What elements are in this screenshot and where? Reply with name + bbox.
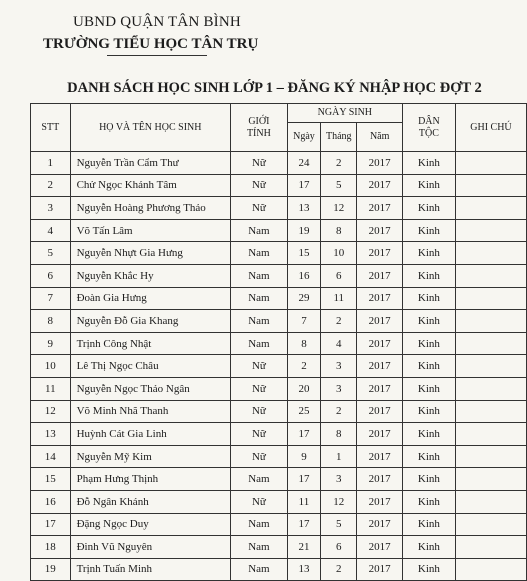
table-row bbox=[31, 513, 527, 536]
table-row bbox=[31, 377, 527, 400]
cell-sex: Nam bbox=[230, 558, 287, 581]
col-header-ethnic bbox=[402, 104, 455, 152]
col-header-sex-line2: TÍNH bbox=[246, 127, 271, 139]
cell-day: 7 bbox=[287, 310, 320, 333]
cell-day: 21 bbox=[287, 536, 320, 559]
cell-stt: 7 bbox=[31, 287, 71, 310]
organization-name: UBND QUẬN TÂN BÌNH bbox=[73, 14, 241, 30]
school-underline bbox=[107, 55, 207, 56]
col-header-day: Ngày bbox=[287, 123, 320, 152]
cell-ethnic: Kinh bbox=[402, 377, 455, 400]
cell-sex: Nữ bbox=[230, 400, 287, 423]
cell-year: 2017 bbox=[357, 242, 402, 265]
cell-note bbox=[455, 377, 526, 400]
cell-year: 2017 bbox=[357, 264, 402, 287]
cell-year: 2017 bbox=[357, 332, 402, 355]
cell-note bbox=[455, 332, 526, 355]
cell-name: Nguyễn Hoàng Phương Thảo bbox=[70, 197, 230, 220]
table-row bbox=[31, 197, 527, 220]
cell-name: Nguyễn Đỗ Gia Khang bbox=[70, 310, 230, 333]
table-row bbox=[31, 468, 527, 491]
cell-month: 12 bbox=[321, 197, 357, 220]
col-header-ethnic-line2: TỘC bbox=[418, 127, 439, 139]
cell-stt: 4 bbox=[31, 219, 71, 242]
cell-month: 6 bbox=[321, 536, 357, 559]
col-header-birth-group: NGÀY SINH bbox=[287, 104, 402, 123]
cell-ethnic: Kinh bbox=[402, 197, 455, 220]
cell-year: 2017 bbox=[357, 423, 402, 446]
cell-day: 2 bbox=[287, 355, 320, 378]
cell-stt: 3 bbox=[31, 197, 71, 220]
cell-stt: 16 bbox=[31, 490, 71, 513]
cell-name: Đinh Vũ Nguyên bbox=[70, 536, 230, 559]
cell-name: Huỳnh Cát Gia Linh bbox=[70, 423, 230, 446]
cell-stt: 10 bbox=[31, 355, 71, 378]
cell-year: 2017 bbox=[357, 468, 402, 491]
cell-stt: 1 bbox=[31, 152, 71, 175]
cell-sex: Nam bbox=[230, 310, 287, 333]
cell-name: Chử Ngọc Khánh Tâm bbox=[70, 174, 230, 197]
cell-stt: 11 bbox=[31, 377, 71, 400]
cell-day: 19 bbox=[287, 219, 320, 242]
cell-month: 3 bbox=[321, 355, 357, 378]
cell-year: 2017 bbox=[357, 536, 402, 559]
cell-ethnic: Kinh bbox=[402, 445, 455, 468]
table-row bbox=[31, 490, 527, 513]
cell-sex: Nữ bbox=[230, 174, 287, 197]
cell-ethnic: Kinh bbox=[402, 174, 455, 197]
table-row bbox=[31, 445, 527, 468]
cell-sex: Nam bbox=[230, 287, 287, 310]
cell-month: 2 bbox=[321, 152, 357, 175]
col-header-note: GHI CHÚ bbox=[455, 104, 526, 152]
cell-note bbox=[455, 536, 526, 559]
table-row bbox=[31, 287, 527, 310]
cell-month: 6 bbox=[321, 264, 357, 287]
cell-name: Nguyễn Trần Cẩm Thư bbox=[70, 152, 230, 175]
cell-month: 8 bbox=[321, 219, 357, 242]
cell-note bbox=[455, 174, 526, 197]
cell-sex: Nam bbox=[230, 513, 287, 536]
cell-note bbox=[455, 445, 526, 468]
cell-name: Phạm Hưng Thịnh bbox=[70, 468, 230, 491]
col-header-year: Năm bbox=[357, 123, 402, 152]
cell-name: Đỗ Ngân Khánh bbox=[70, 490, 230, 513]
cell-note bbox=[455, 242, 526, 265]
col-header-ethnic-line1: DÂN bbox=[418, 115, 440, 127]
cell-year: 2017 bbox=[357, 377, 402, 400]
table-row bbox=[31, 558, 527, 581]
cell-month: 2 bbox=[321, 558, 357, 581]
cell-note bbox=[455, 400, 526, 423]
student-table bbox=[30, 103, 527, 581]
cell-day: 11 bbox=[287, 490, 320, 513]
cell-day: 17 bbox=[287, 468, 320, 491]
col-header-name: HỌ VÀ TÊN HỌC SINH bbox=[70, 104, 230, 152]
school-name: TRƯỜNG TIỂU HỌC TÂN TRỤ bbox=[43, 36, 259, 52]
cell-ethnic: Kinh bbox=[402, 287, 455, 310]
cell-ethnic: Kinh bbox=[402, 332, 455, 355]
table-row bbox=[31, 242, 527, 265]
student-list-sheet bbox=[30, 103, 527, 581]
cell-day: 17 bbox=[287, 174, 320, 197]
cell-stt: 6 bbox=[31, 264, 71, 287]
table-row bbox=[31, 332, 527, 355]
cell-stt: 18 bbox=[31, 536, 71, 559]
cell-sex: Nữ bbox=[230, 490, 287, 513]
cell-name: Võ Tấn Lâm bbox=[70, 219, 230, 242]
cell-note bbox=[455, 219, 526, 242]
cell-day: 15 bbox=[287, 242, 320, 265]
cell-year: 2017 bbox=[357, 152, 402, 175]
cell-ethnic: Kinh bbox=[402, 152, 455, 175]
cell-stt: 13 bbox=[31, 423, 71, 446]
table-row bbox=[31, 355, 527, 378]
table-row bbox=[31, 310, 527, 333]
cell-name: Võ Minh Nhã Thanh bbox=[70, 400, 230, 423]
cell-stt: 5 bbox=[31, 242, 71, 265]
cell-note bbox=[455, 310, 526, 333]
cell-sex: Nam bbox=[230, 219, 287, 242]
cell-ethnic: Kinh bbox=[402, 400, 455, 423]
cell-sex: Nam bbox=[230, 468, 287, 491]
cell-sex: Nam bbox=[230, 264, 287, 287]
cell-note bbox=[455, 468, 526, 491]
cell-note bbox=[455, 490, 526, 513]
document-title: DANH SÁCH HỌC SINH LỚP 1 – ĐĂNG KÝ NHẬP HỌC ĐỢT 2 bbox=[67, 80, 482, 96]
cell-month: 12 bbox=[321, 490, 357, 513]
cell-year: 2017 bbox=[357, 445, 402, 468]
cell-month: 2 bbox=[321, 400, 357, 423]
cell-day: 16 bbox=[287, 264, 320, 287]
cell-sex: Nữ bbox=[230, 355, 287, 378]
table-row bbox=[31, 152, 527, 175]
cell-stt: 2 bbox=[31, 174, 71, 197]
cell-note bbox=[455, 264, 526, 287]
cell-day: 9 bbox=[287, 445, 320, 468]
cell-month: 8 bbox=[321, 423, 357, 446]
cell-sex: Nam bbox=[230, 242, 287, 265]
cell-name: Nguyễn Khắc Hy bbox=[70, 264, 230, 287]
cell-year: 2017 bbox=[357, 287, 402, 310]
cell-sex: Nam bbox=[230, 536, 287, 559]
cell-year: 2017 bbox=[357, 400, 402, 423]
cell-month: 2 bbox=[321, 310, 357, 333]
table-row bbox=[31, 400, 527, 423]
cell-year: 2017 bbox=[357, 219, 402, 242]
cell-name: Đặng Ngọc Duy bbox=[70, 513, 230, 536]
cell-sex: Nữ bbox=[230, 152, 287, 175]
cell-name: Lê Thị Ngọc Châu bbox=[70, 355, 230, 378]
cell-month: 3 bbox=[321, 468, 357, 491]
cell-ethnic: Kinh bbox=[402, 558, 455, 581]
cell-note bbox=[455, 152, 526, 175]
cell-name: Trịnh Tuấn Minh bbox=[70, 558, 230, 581]
cell-sex: Nam bbox=[230, 332, 287, 355]
cell-day: 29 bbox=[287, 287, 320, 310]
cell-year: 2017 bbox=[357, 174, 402, 197]
cell-stt: 19 bbox=[31, 558, 71, 581]
cell-month: 4 bbox=[321, 332, 357, 355]
col-header-sex bbox=[230, 104, 287, 152]
cell-year: 2017 bbox=[357, 513, 402, 536]
cell-day: 13 bbox=[287, 558, 320, 581]
cell-month: 1 bbox=[321, 445, 357, 468]
col-header-stt: STT bbox=[31, 104, 71, 152]
cell-note bbox=[455, 355, 526, 378]
cell-ethnic: Kinh bbox=[402, 423, 455, 446]
cell-note bbox=[455, 197, 526, 220]
cell-stt: 14 bbox=[31, 445, 71, 468]
cell-month: 10 bbox=[321, 242, 357, 265]
cell-stt: 12 bbox=[31, 400, 71, 423]
cell-sex: Nữ bbox=[230, 377, 287, 400]
table-row bbox=[31, 536, 527, 559]
table-row bbox=[31, 423, 527, 446]
cell-note bbox=[455, 287, 526, 310]
cell-note bbox=[455, 423, 526, 446]
cell-sex: Nữ bbox=[230, 197, 287, 220]
table-row bbox=[31, 219, 527, 242]
cell-day: 17 bbox=[287, 513, 320, 536]
cell-day: 20 bbox=[287, 377, 320, 400]
cell-ethnic: Kinh bbox=[402, 513, 455, 536]
cell-month: 5 bbox=[321, 174, 357, 197]
cell-day: 8 bbox=[287, 332, 320, 355]
cell-month: 3 bbox=[321, 377, 357, 400]
cell-stt: 9 bbox=[31, 332, 71, 355]
table-row bbox=[31, 174, 527, 197]
cell-sex: Nữ bbox=[230, 445, 287, 468]
cell-month: 5 bbox=[321, 513, 357, 536]
cell-stt: 15 bbox=[31, 468, 71, 491]
cell-ethnic: Kinh bbox=[402, 536, 455, 559]
cell-day: 17 bbox=[287, 423, 320, 446]
cell-year: 2017 bbox=[357, 490, 402, 513]
cell-ethnic: Kinh bbox=[402, 242, 455, 265]
cell-ethnic: Kinh bbox=[402, 355, 455, 378]
cell-ethnic: Kinh bbox=[402, 264, 455, 287]
cell-ethnic: Kinh bbox=[402, 468, 455, 491]
cell-name: Nguyễn Mỹ Kim bbox=[70, 445, 230, 468]
cell-year: 2017 bbox=[357, 310, 402, 333]
cell-name: Nguyễn Nhựt Gia Hưng bbox=[70, 242, 230, 265]
cell-day: 24 bbox=[287, 152, 320, 175]
cell-day: 25 bbox=[287, 400, 320, 423]
cell-ethnic: Kinh bbox=[402, 219, 455, 242]
cell-year: 2017 bbox=[357, 558, 402, 581]
cell-stt: 8 bbox=[31, 310, 71, 333]
cell-ethnic: Kinh bbox=[402, 310, 455, 333]
cell-note bbox=[455, 513, 526, 536]
cell-name: Đoàn Gia Hưng bbox=[70, 287, 230, 310]
cell-month: 11 bbox=[321, 287, 357, 310]
col-header-sex-line1: GIỚI bbox=[248, 115, 270, 127]
cell-year: 2017 bbox=[357, 197, 402, 220]
cell-name: Nguyễn Ngọc Thảo Ngân bbox=[70, 377, 230, 400]
cell-name: Trịnh Công Nhật bbox=[70, 332, 230, 355]
cell-note bbox=[455, 558, 526, 581]
cell-day: 13 bbox=[287, 197, 320, 220]
cell-ethnic: Kinh bbox=[402, 490, 455, 513]
table-row bbox=[31, 264, 527, 287]
table-body bbox=[31, 152, 527, 581]
cell-year: 2017 bbox=[357, 355, 402, 378]
col-header-month: Tháng bbox=[321, 123, 357, 152]
cell-sex: Nữ bbox=[230, 423, 287, 446]
cell-stt: 17 bbox=[31, 513, 71, 536]
